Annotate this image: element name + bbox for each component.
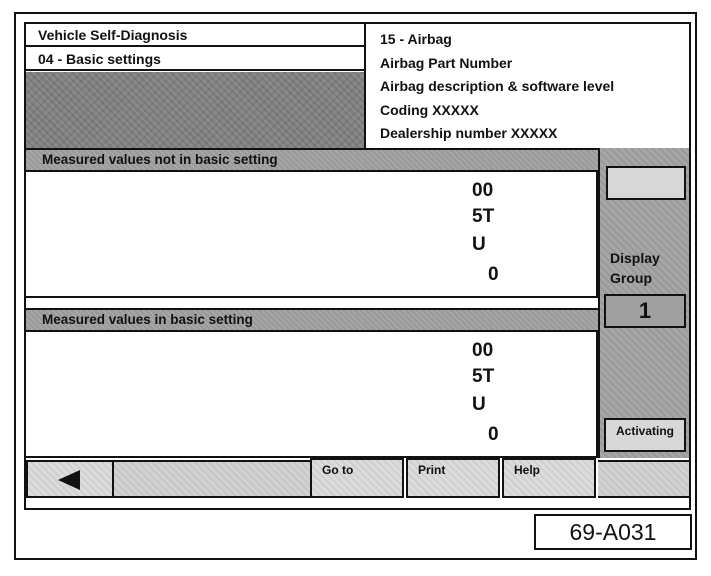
display-group-label bbox=[610, 248, 660, 288]
not-basic-value-4: 0 bbox=[488, 264, 499, 285]
basic-value-1: 00 bbox=[472, 340, 494, 361]
back-button[interactable] bbox=[26, 460, 114, 498]
toolbar-filler-right bbox=[598, 460, 689, 498]
basic-value-2: 5T bbox=[472, 366, 495, 387]
display-group-number[interactable]: 1 bbox=[604, 294, 686, 328]
not-basic-value-2: 5T bbox=[472, 206, 495, 227]
basic-setting-label: Measured values in basic setting bbox=[26, 308, 598, 332]
dealership-text: Dealership number XXXXX bbox=[380, 125, 558, 141]
control-module-info bbox=[364, 24, 689, 148]
goto-button[interactable]: Go to bbox=[310, 458, 404, 498]
figure-frame bbox=[14, 12, 697, 560]
not-basic-value-3: U bbox=[472, 234, 486, 255]
function-title: Vehicle Self-Diagnosis bbox=[26, 24, 364, 47]
basic-value-4: 0 bbox=[488, 424, 499, 445]
part-number-text: Airbag Part Number bbox=[380, 54, 513, 71]
not-basic-value-1: 00 bbox=[472, 180, 494, 201]
display-group-label-line2: Group bbox=[610, 270, 652, 286]
header-hatch-area bbox=[26, 72, 364, 148]
help-button[interactable]: Help bbox=[502, 458, 596, 498]
figure-id-label: 69-A031 bbox=[534, 514, 692, 550]
basic-value-3: U bbox=[472, 394, 486, 415]
mode-title: 04 - Basic settings bbox=[26, 48, 364, 71]
toolbar-filler bbox=[114, 460, 310, 498]
activating-button[interactable]: Activating bbox=[604, 418, 686, 452]
back-arrow-icon bbox=[58, 470, 80, 490]
display-group-label-line1: Display bbox=[610, 250, 660, 266]
basic-values-box bbox=[26, 332, 598, 458]
address-text: 15 - Airbag bbox=[380, 31, 452, 47]
blank-button[interactable] bbox=[606, 166, 686, 200]
not-basic-values-box bbox=[26, 172, 598, 298]
coding-text: Coding XXXXX bbox=[380, 101, 479, 118]
not-basic-setting-label: Measured values not in basic setting bbox=[26, 148, 598, 172]
bottom-toolbar bbox=[26, 458, 689, 508]
diagnosis-screen bbox=[24, 22, 691, 510]
description-text: Airbag description & software level bbox=[380, 78, 615, 94]
print-button[interactable]: Print bbox=[406, 458, 500, 498]
side-panel bbox=[598, 148, 689, 458]
